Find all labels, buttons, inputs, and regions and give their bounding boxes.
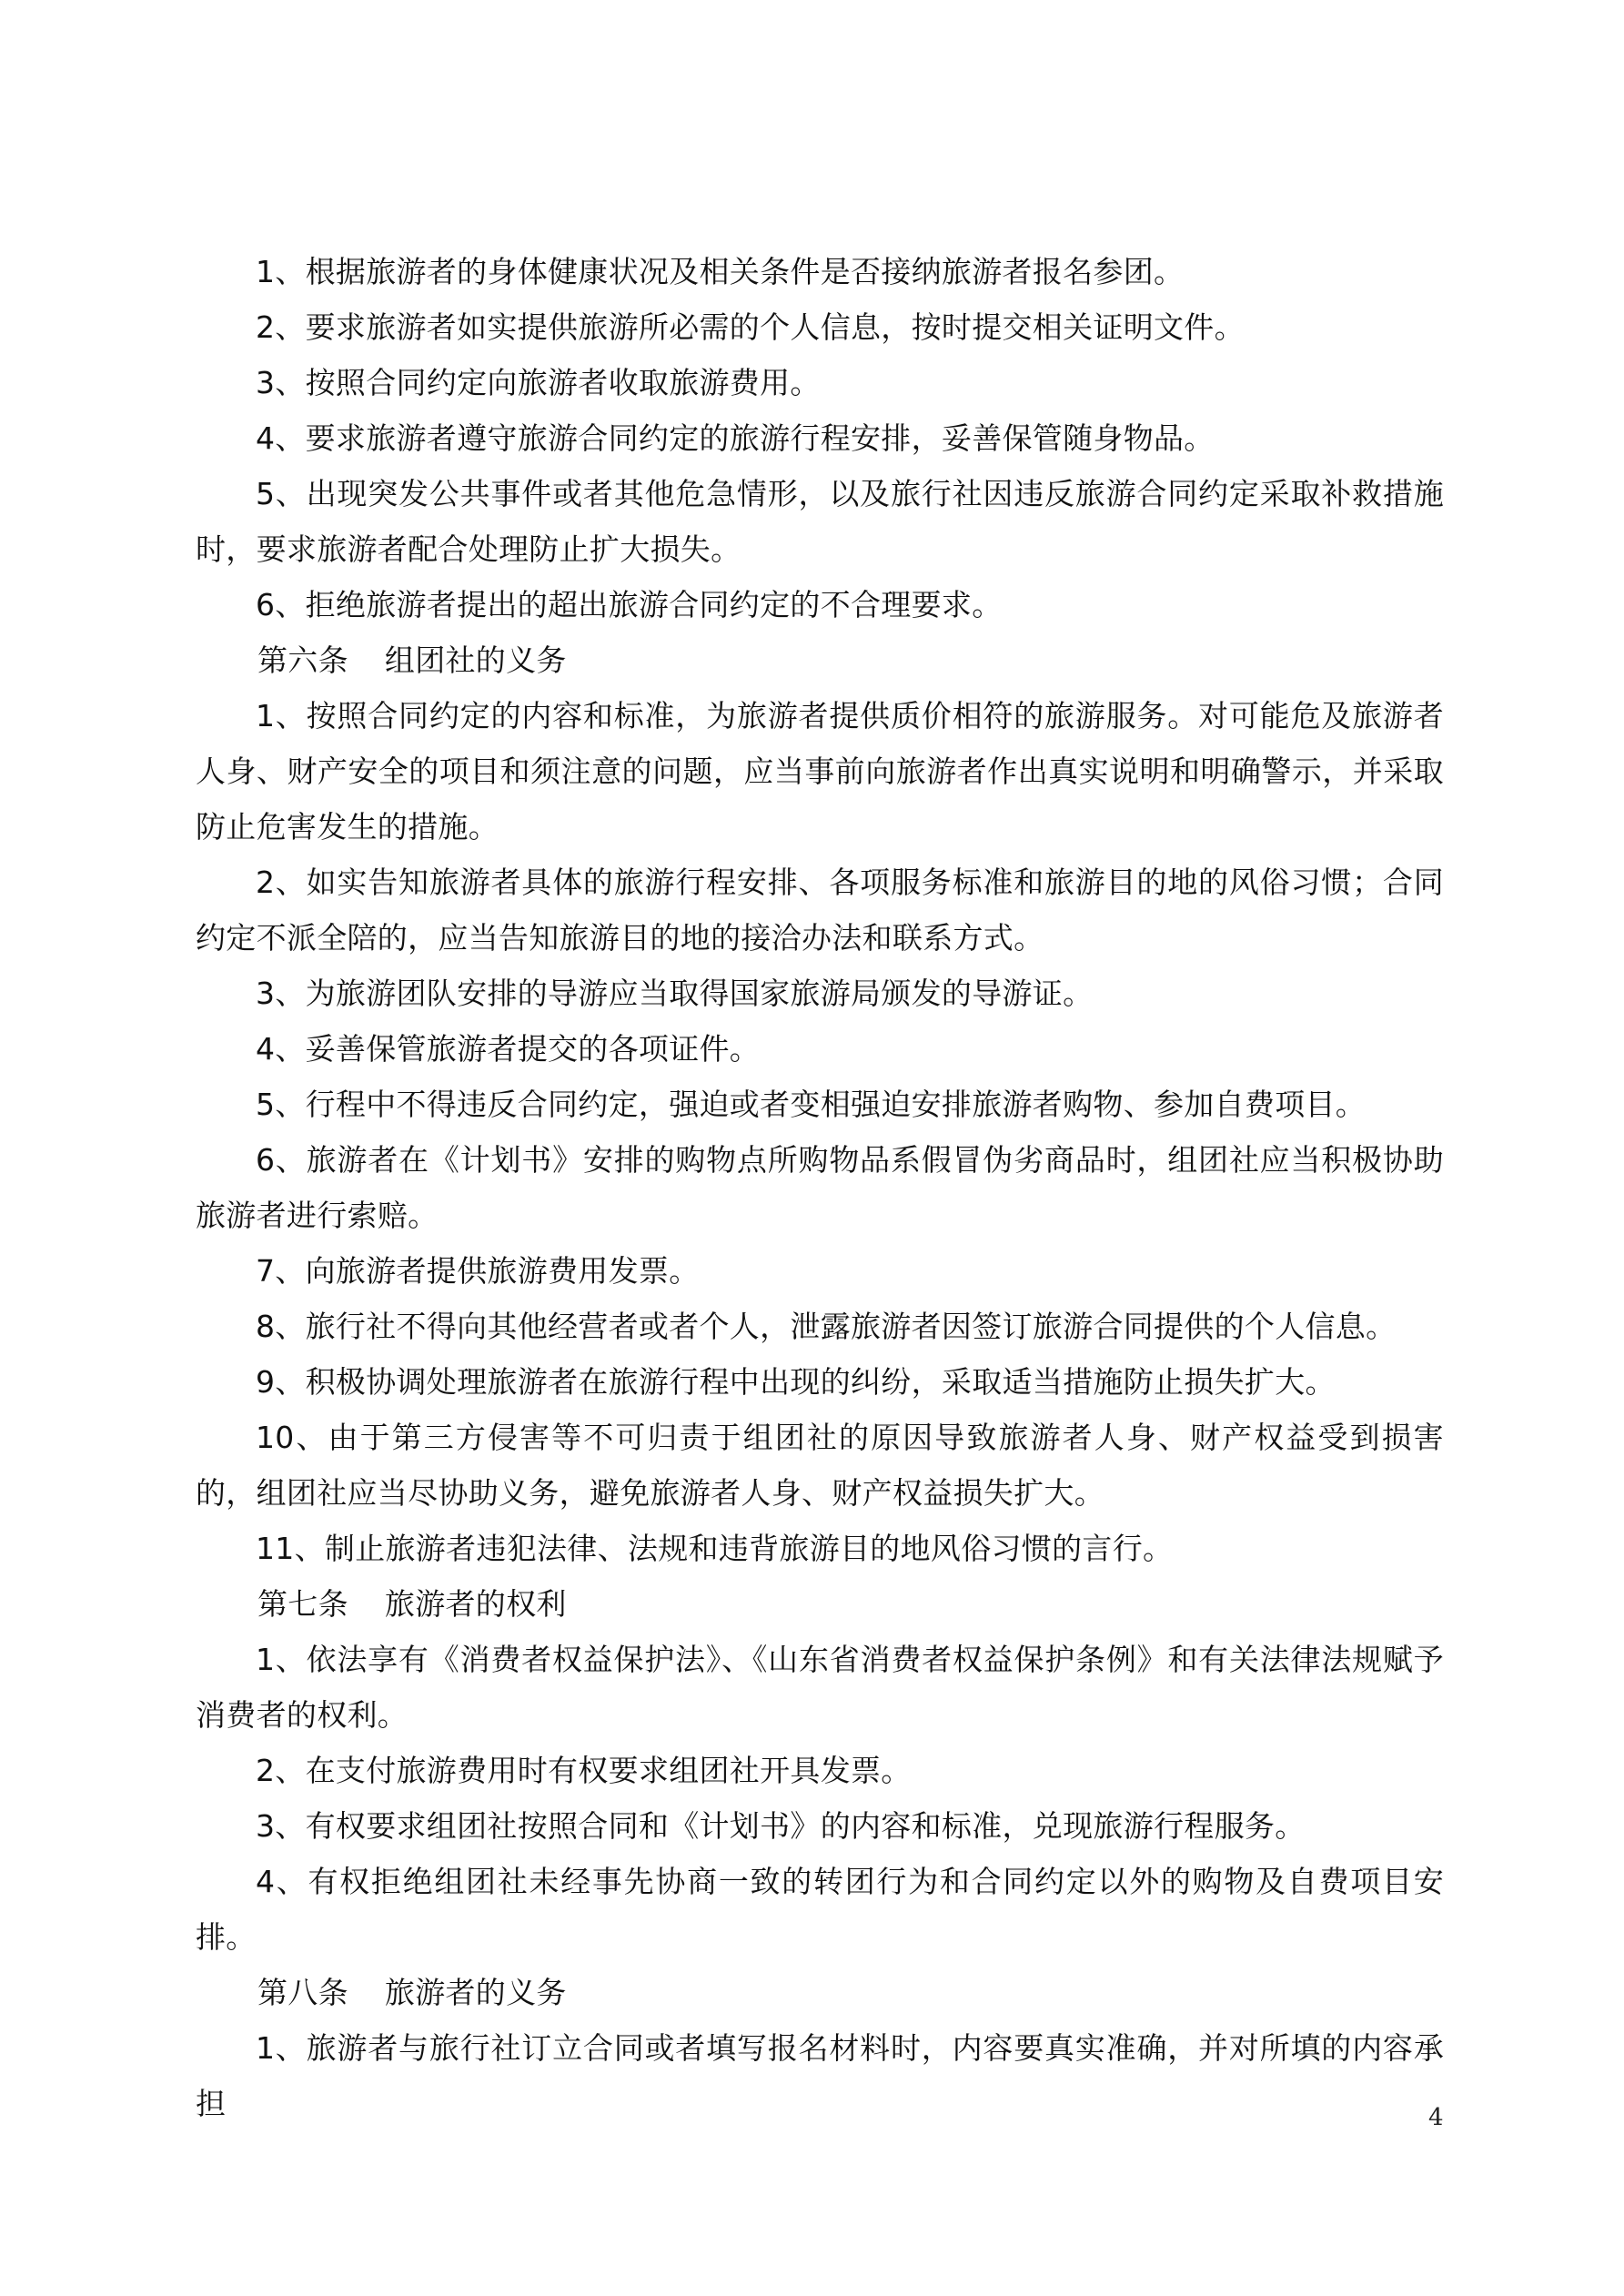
list-item: 7、向旅游者提供旅游费用发票。 [256,1253,700,1289]
article-title: 旅游者的权利 [384,1586,567,1622]
article-number: 第六条 [257,642,348,678]
list-item: 6、拒绝旅游者提出的超出旅游合同约定的不合理要求。 [256,587,1003,622]
article-number: 第八条 [257,1975,348,2010]
list-item: 6、旅游者在《计划书》安排的购物点所购物品系假冒伪劣商品时，组团社应当积极协助旅游者进行索赔。 [196,1142,1444,1233]
list-item: 1、根据旅游者的身体健康状况及相关条件是否接纳旅游者报名参团。 [256,254,1185,289]
list-item: 8、旅行社不得向其他经营者或者个人，泄露旅游者因签订旅游合同提供的个人信息。 [256,1309,1397,1344]
article-heading [196,1576,1444,1632]
list-item: 2、在支付旅游费用时有权要求组团社开具发票。 [256,1753,912,1788]
list-item: 3、有权要求组团社按照合同和《计划书》的内容和标准，兑现旅游行程服务。 [256,1808,1306,1844]
page-number: 4 [1428,2104,1444,2131]
list-item: 4、要求旅游者遵守旅游合同约定的旅游行程安排，妥善保管随身物品。 [256,420,1215,456]
list-item: 5、出现突发公共事件或者其他危急情形，以及旅行社因违反旅游合同约定采取补救措施时，要求旅游者配合处理防止扩大损失。 [196,476,1444,567]
list-item: 2、要求旅游者如实提供旅游所必需的个人信息，按时提交相关证明文件。 [256,309,1245,345]
article-number: 第七条 [257,1586,348,1622]
list-item: 10、由于第三方侵害等不可归责于组团社的原因导致旅游者人身、财产权益受到损害的，组团社应当尽协助义务，避免旅游者人身、财产权益损失扩大。 [196,1420,1444,1511]
list-item: 4、妥善保管旅游者提交的各项证件。 [256,1031,761,1067]
article-title: 旅游者的义务 [384,1975,567,2010]
article-title: 组团社的义务 [384,642,567,678]
list-item: 3、按照合同约定向旅游者收取旅游费用。 [256,365,821,400]
list-item: 4、有权拒绝组团社未经事先协商一致的转团行为和合同约定以外的购物及自费项目安排。 [196,1864,1444,1955]
article-heading [196,632,1444,688]
list-item: 5、行程中不得违反合同约定，强迫或者变相强迫安排旅游者购物、参加自费项目。 [256,1087,1367,1122]
article-heading [196,1965,1444,2020]
list-item: 9、积极协调处理旅游者在旅游行程中出现的纠纷，采取适当措施防止损失扩大。 [256,1364,1336,1400]
list-item: 2、如实告知旅游者具体的旅游行程安排、各项服务标准和旅游目的地的风俗习惯；合同约定不派全陪的，应当告知旅游目的地的接洽办法和联系方式。 [196,865,1444,956]
document-body [196,244,1444,2131]
list-item: 11、制止旅游者违犯法律、法规和违背旅游目的地风俗习惯的言行。 [256,1531,1174,1566]
list-item: 1、依法享有《消费者权益保护法》、《山东省消费者权益保护条例》和有关法律法规赋予消费者的权利。 [196,1642,1444,1733]
list-item: 1、按照合同约定的内容和标准，为旅游者提供质价相符的旅游服务。对可能危及旅游者人身、财产安全的项目和须注意的问题，应当事前向旅游者作出真实说明和明确警示，并采取防止危害发生的措施。 [196,698,1444,845]
list-item: 3、为旅游团队安排的导游应当取得国家旅游局颁发的导游证。 [256,976,1094,1011]
list-item: 1、旅游者与旅行社订立合同或者填写报名材料时，内容要真实准确，并对所填的内容承担 [196,2030,1444,2121]
